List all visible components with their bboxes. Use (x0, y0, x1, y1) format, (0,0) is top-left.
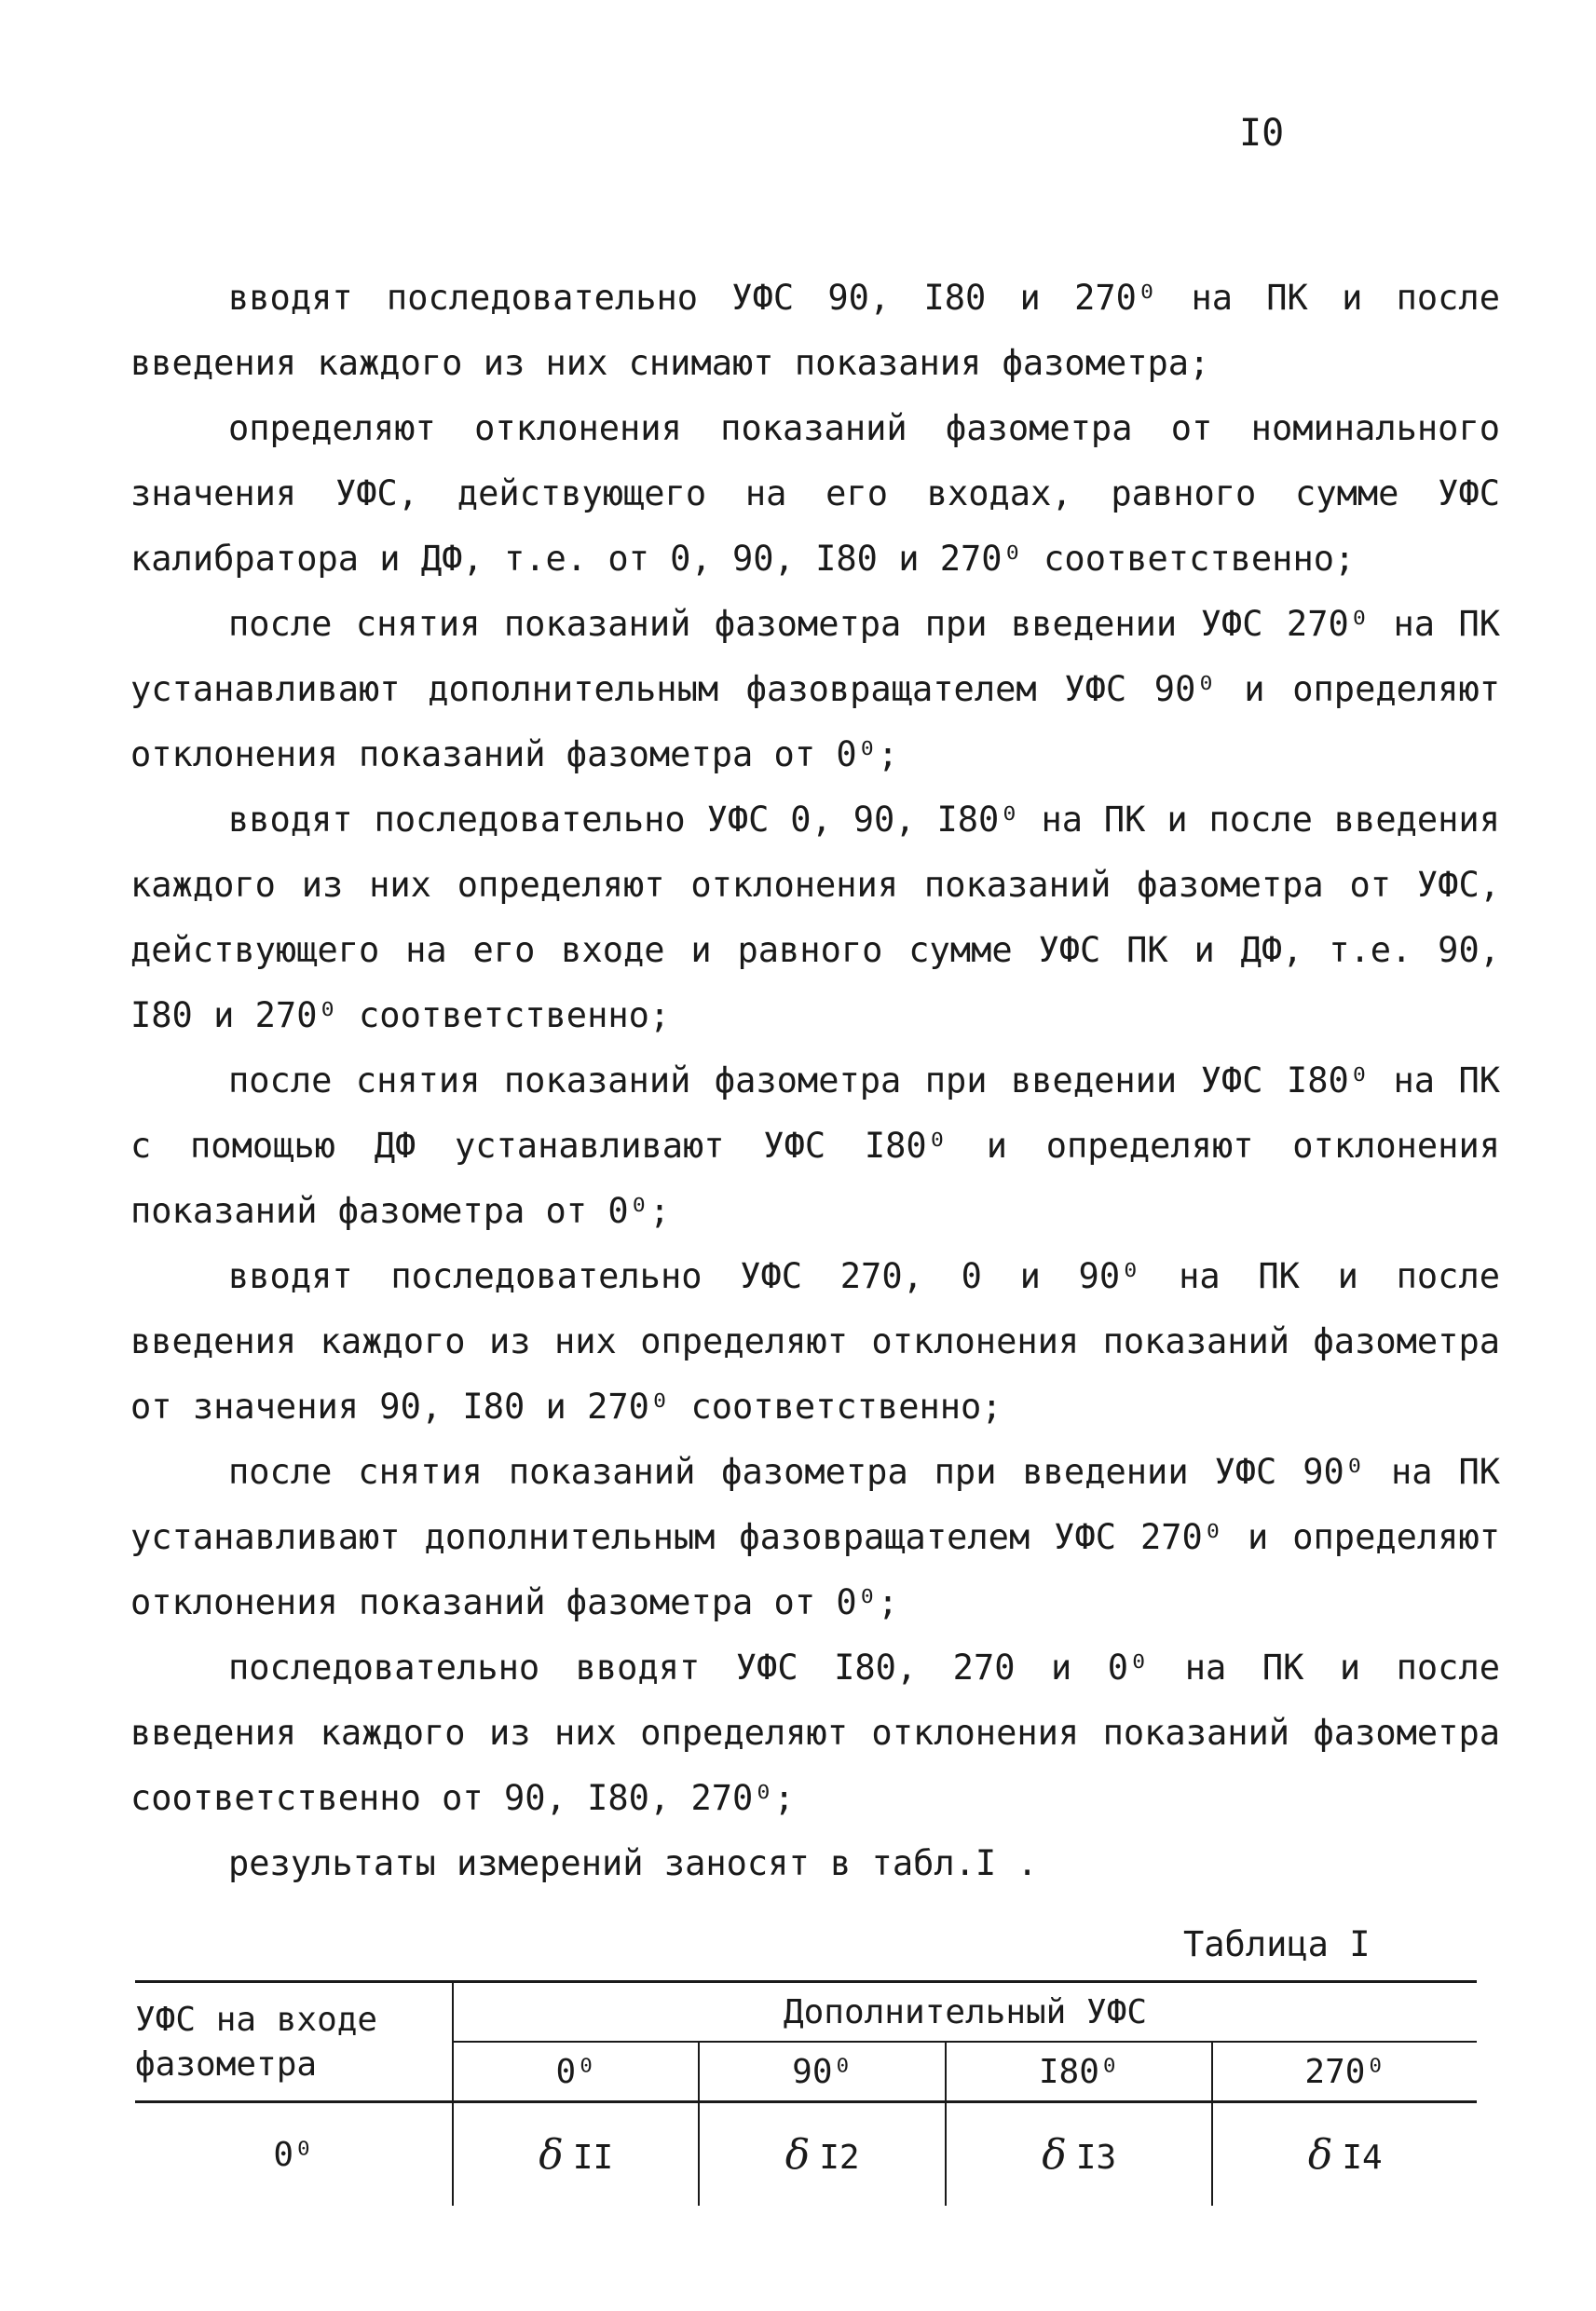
table-header-row (135, 1982, 1477, 2043)
table-caption: Таблица I (1183, 1924, 1371, 1964)
cell-value: I2 (819, 2138, 860, 2177)
paragraph: последовательно вводят УФС I80, 270 и 0⁰ на ПК и после введения каждого из них определяют отклонения показаний фазометра соответственно от 90, I80, 270⁰; (130, 1648, 1500, 1818)
paragraph: вводят последовательно УФС 270, 0 и 90⁰ на ПК и после введения каждого из них определяют отклонения показаний фазометра от значения 90, I80 и 270⁰ соответственно; (130, 1256, 1500, 1427)
page-number: I0 (1239, 112, 1285, 155)
paragraph: после снятия показаний фазометра при введении УФС I80⁰ на ПК с помощью ДФ устанавливают УФС I80⁰ и определяют отклонения показаний фазометра от 0⁰; (130, 1060, 1500, 1231)
cell-value: I4 (1342, 2138, 1383, 2177)
column-header: I80⁰ (946, 2042, 1213, 2102)
column-header: 90⁰ (699, 2042, 945, 2102)
column-header: 270⁰ (1212, 2042, 1477, 2102)
paragraph: результаты измерений заносят в табл.I . (228, 1843, 1038, 1883)
paragraph: после снятия показаний фазометра при введении УФС 90⁰ на ПК устанавливают дополнительным фазовращателем УФС 270⁰ и определяют отклонения показаний фазометра от 0⁰; (130, 1452, 1500, 1622)
column-header: 0⁰ (453, 2042, 699, 2102)
row-header-cell: УФС на входе фазометра (135, 1982, 453, 2102)
table-cell (1212, 2102, 1477, 2207)
measurement-table (135, 1980, 1477, 2206)
delta-symbol: δ (784, 2130, 811, 2179)
delta-symbol: δ (1042, 2130, 1067, 2179)
measurement-table-container (135, 1980, 1477, 2213)
paragraph: вводят последовательно УФС 0, 90, I80⁰ на ПК и после введения каждого из них определяют отклонения показаний фазометра от УФС, действующего на его входе и равного сумме УФС ПК и ДФ, т.е. 90, I80 и 270⁰ соответственно; (130, 800, 1500, 1035)
table-cell (453, 2102, 699, 2207)
paragraph: после снятия показаний фазометра при введении УФС 270⁰ на ПК устанавливают дополнительным фазовращателем УФС 90⁰ и определяют отклонения показаний фазометра от 0⁰; (130, 604, 1500, 774)
table-cell (946, 2102, 1213, 2207)
row-label: 0⁰ (135, 2102, 453, 2207)
group-header-cell: Дополнительный УФС (453, 1982, 1477, 2043)
delta-symbol: δ (1307, 2130, 1333, 2179)
cell-value: II (572, 2138, 614, 2177)
body-text (130, 266, 1500, 1896)
delta-symbol: δ (539, 2130, 564, 2179)
paragraph: вводят последовательно УФС 90, I80 и 270⁰ на ПК и после введения каждого из них снимают показания фазометра; (130, 278, 1500, 383)
cell-value: I3 (1075, 2138, 1117, 2177)
paragraph: определяют отклонения показаний фазометра от номинального значения УФС, действующего на его входах, равного сумме УФС калибратора и ДФ, т.е. от 0, 90, I80 и 270⁰ соответственно; (130, 408, 1500, 579)
table-cell (699, 2102, 945, 2207)
table-row (135, 2102, 1477, 2207)
